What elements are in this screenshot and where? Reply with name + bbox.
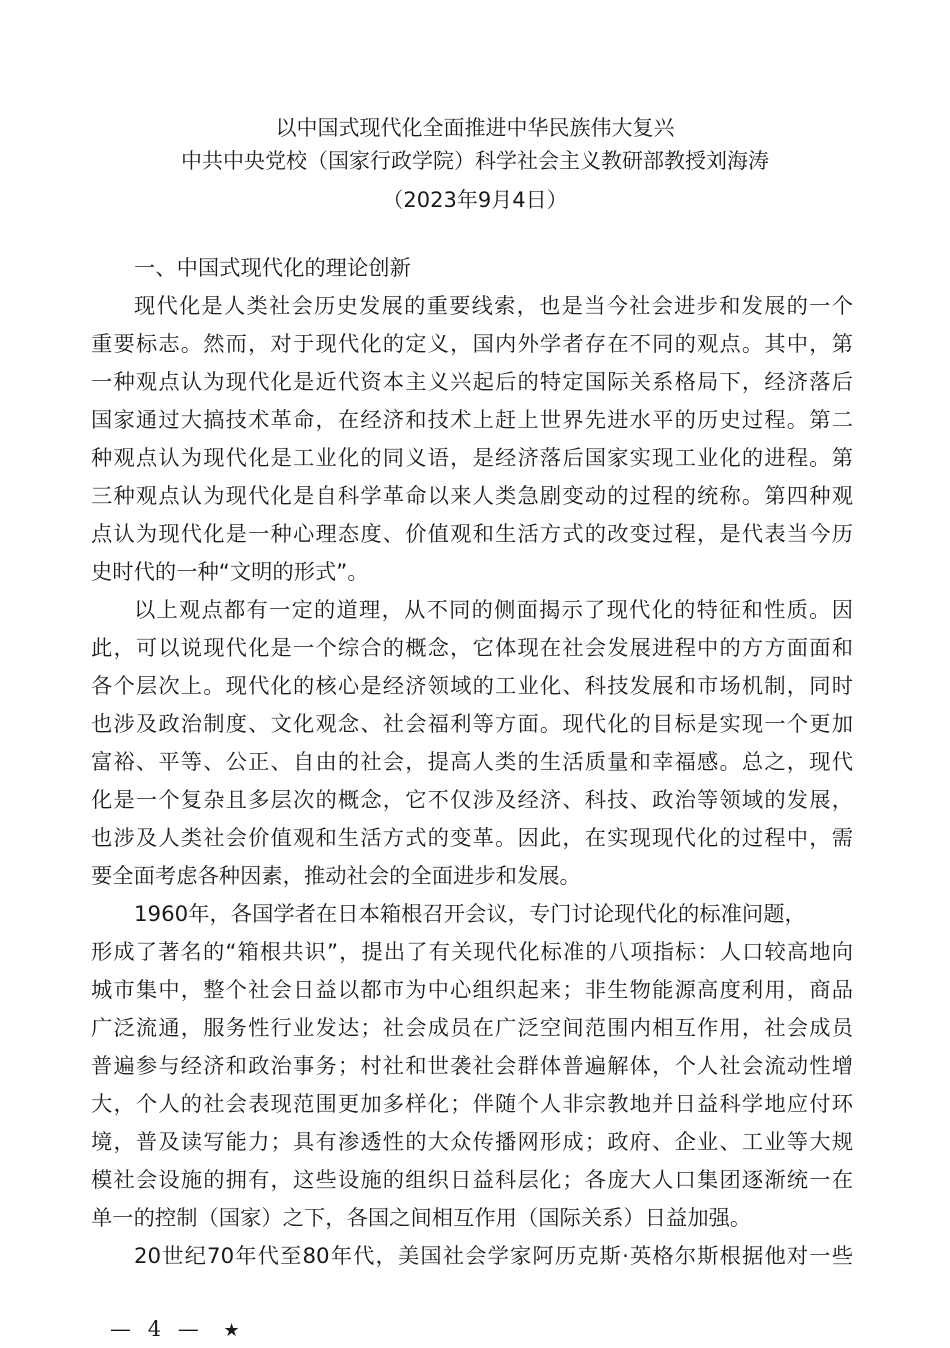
body-text xyxy=(91,250,853,1276)
text-line: 广泛流通，服务性行业发达；社会成员在广泛空间范围内相互作用，社会成员 xyxy=(91,1016,853,1041)
text-line: 史时代的一种“文明的形式”。 xyxy=(91,560,369,585)
text-line: 境，普及读写能力；具有渗透性的大众传播网形成；政府、企业、工业等大规 xyxy=(91,1130,853,1155)
text-line: 化是一个复杂且多层次的概念，它不仅涉及经济、科技、政治等领域的发展， xyxy=(91,788,853,813)
text-line: 大，个人的社会表现范围更加多样化；伴随个人非宗教地并日益科学地应付环 xyxy=(91,1092,853,1117)
text-line: 三种观点认为现代化是自科学革命以来人类急剧变动的过程的统称。第四种观 xyxy=(91,484,853,509)
text-line: 富裕、平等、公正、自由的社会，提高人类的生活质量和幸福感。总之，现代 xyxy=(91,750,853,775)
text-line: 点认为现代化是一种心理态度、价值观和生活方式的改变过程，是代表当今历 xyxy=(91,522,853,547)
text-line: 普遍参与经济和政治事务；村社和世袭社会群体普遍解体，个人社会流动性增 xyxy=(91,1054,853,1079)
author-line: 中共中央党校（国家行政学院）科学社会主义教研部教授刘海涛 xyxy=(181,149,769,173)
text-line: 重要标志。然而，对于现代化的定义，国内外学者存在不同的观点。其中，第 xyxy=(91,332,853,357)
footer-dash-left: — xyxy=(110,1317,131,1341)
text-line: 形成了著名的“箱根共识”，提出了有关现代化标准的八项指标：人口较高地向 xyxy=(91,940,853,965)
text-line: 1960年，各国学者在日本箱根召开会议，专门讨论现代化的标准问题， xyxy=(134,902,806,927)
text-line: 国家通过大搞技术革命，在经济和技术上赶上世界先进水平的历史过程。第二 xyxy=(91,408,853,433)
text-line: 种观点认为现代化是工业化的同义语，是经济落后国家实现工业化的进程。第 xyxy=(91,446,853,471)
section-heading: 一、中国式现代化的理论创新 xyxy=(134,256,411,281)
text-line: 现代化是人类社会历史发展的重要线索，也是当今社会进步和发展的一个 xyxy=(134,294,853,319)
page-number: 4 xyxy=(147,1317,162,1341)
document-title: 以中国式现代化全面推进中华民族伟大复兴 xyxy=(275,116,675,140)
text-line: 各个层次上。现代化的核心是经济领域的工业化、科技发展和市场机制，同时 xyxy=(91,674,853,699)
text-line: 单一的控制（国家）之下，各国之间相互作用（国际关系）日益加强。 xyxy=(91,1206,752,1231)
footer-dash-right: — xyxy=(177,1317,199,1341)
date-line: （2023年9月4日） xyxy=(382,188,568,212)
text-line: 一种观点认为现代化是近代资本主义兴起后的特定国际关系格局下，经济落后 xyxy=(91,370,853,395)
text-line: 此，可以说现代化是一个综合的概念，它体现在社会发展进程中的方方面面和 xyxy=(91,636,853,661)
text-line: 要全面考虑各种因素，推动社会的全面进步和发展。 xyxy=(91,864,581,889)
text-line: 城市集中，整个社会日益以都市为中心组织起来；非生物能源高度利用，商品 xyxy=(91,978,853,1003)
text-line: 模社会设施的拥有，这些设施的组织日益科层化；各庞大人口集团逐渐统一在 xyxy=(91,1168,853,1193)
text-line: 20世纪70年代至80年代，美国社会学家阿历克斯·英格尔斯根据他对一些 xyxy=(134,1244,853,1269)
text-line: 也涉及政治制度、文化观念、社会福利等方面。现代化的目标是实现一个更加 xyxy=(91,712,853,737)
text-line: 以上观点都有一定的道理，从不同的侧面揭示了现代化的特征和性质。因 xyxy=(134,598,853,623)
text-line: 也涉及人类社会价值观和生活方式的变革。因此，在实现现代化的过程中，需 xyxy=(91,826,853,851)
star-icon: ★ xyxy=(223,1320,240,1341)
page-footer xyxy=(110,1312,240,1346)
